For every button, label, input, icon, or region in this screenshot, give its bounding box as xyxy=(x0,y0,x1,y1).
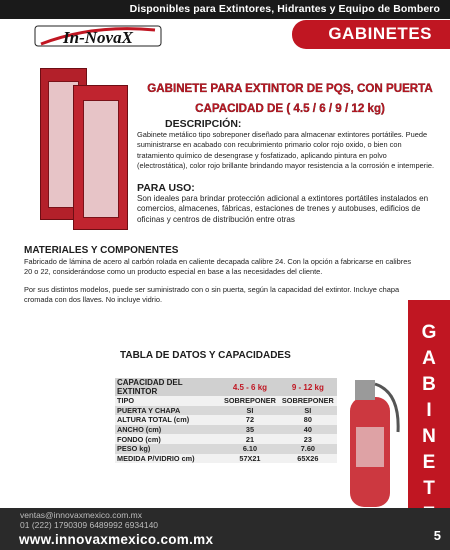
brand-logo xyxy=(33,20,163,50)
use-heading: PARA USO: xyxy=(137,182,195,194)
side-band-letter: A xyxy=(422,348,436,369)
side-band-letter: B xyxy=(422,374,436,395)
table-row xyxy=(115,406,337,416)
table-cell: 80 xyxy=(279,415,337,425)
section-title: GABINETES xyxy=(328,24,432,43)
brand-name: In-NovaX xyxy=(63,28,133,47)
footer-phones: 01 (222) 1790309 6489992 6934140 xyxy=(20,520,159,530)
table-row xyxy=(115,454,337,464)
materials-para-1: Fabricado de lámina de acero al carbón rolada en caliente decapada calibre 24. Con la opción a fabricarse en calibres 20 o 22, considerándose como un producto especial en base a las necesidades del cliente. xyxy=(24,257,412,277)
capacity-table xyxy=(115,378,337,463)
side-band-letter: E xyxy=(422,452,436,473)
table-cell: ANCHO (cm) xyxy=(115,425,221,435)
use-text: Son ideales para brindar protección adicional a extintores portátiles instalados en comercios, almacenes, fábricas, estaciones de trenes y autobuses, edificios de oficinas y centros de distribución entre otras xyxy=(137,194,429,224)
extinguisher-image xyxy=(330,372,410,507)
table-cell: PUERTA Y CHAPA xyxy=(115,406,221,416)
side-band-letter: G xyxy=(421,322,437,343)
materials-heading: MATERIALES Y COMPONENTES xyxy=(24,245,179,256)
table-cell: 23 xyxy=(279,434,337,444)
table-row xyxy=(115,396,337,406)
table-cell: MEDIDA P/VIDRIO cm) xyxy=(115,454,221,464)
table-header-cell: 4.5 - 6 kg xyxy=(221,378,279,396)
materials-para-2: Por sus distintos modelos, puede ser suministrado con o sin puerta, según la capacidad del extintor. Incluye chapa cromada con dos llaves. No incluye vidrio. xyxy=(24,285,400,305)
table-row xyxy=(115,434,337,444)
product-title-line1: GABINETE PARA EXTINTOR DE PQS, CON PUERTA xyxy=(147,82,433,95)
footer-contact xyxy=(20,510,158,530)
description-text: Gabinete metálico tipo sobreponer diseñado para almacenar extintores portátiles. Puede suministrarse en acabado con recubrimiento primario color rojo oxido, o bien con tratamiento químico de desengrase y fosfatizado, aplicando pintura en polvo (electrostática), color rojo brillante brindando mayor resistencia a la corrosión e intemperie. xyxy=(137,130,434,171)
table-header-cell: CAPACIDAD DEL EXTINTOR xyxy=(115,378,221,396)
table-cell: 65X26 xyxy=(279,454,337,464)
table-cell: SI xyxy=(279,406,337,416)
table-cell: 7.60 xyxy=(279,444,337,454)
table-cell: ALTURA TOTAL (cm) xyxy=(115,415,221,425)
table-cell: SOBREPONER xyxy=(279,396,337,406)
table-cell: PESO kg) xyxy=(115,444,221,454)
cabinet-image-front xyxy=(73,85,128,230)
side-band-letter: N xyxy=(422,426,436,447)
tagline: Disponibles para Extintores, Hidrantes y Equipo de Bombero xyxy=(129,3,440,15)
table-header-row xyxy=(115,378,337,396)
table-cell: 35 xyxy=(221,425,279,435)
table-heading: TABLA DE DATOS Y CAPACIDADES xyxy=(120,350,291,361)
table-row xyxy=(115,425,337,435)
table-cell: TIPO xyxy=(115,396,221,406)
table-row xyxy=(115,415,337,425)
footer-email: ventas@innovaxmexico.com.mx xyxy=(20,510,143,520)
product-title-line2: CAPACIDAD DE ( 4.5 / 6 / 9 / 12 kg) xyxy=(195,102,385,115)
product-title xyxy=(145,79,435,119)
table-cell: 40 xyxy=(279,425,337,435)
table-cell: FONDO (cm) xyxy=(115,434,221,444)
description-heading: DESCRIPCIÓN: xyxy=(165,118,242,130)
table-header-cell: 9 - 12 kg xyxy=(279,378,337,396)
side-band-letter: T xyxy=(423,478,435,499)
side-band-letter: I xyxy=(426,400,432,421)
table-row xyxy=(115,444,337,454)
table-cell: 21 xyxy=(221,434,279,444)
footer-website: www.innovaxmexico.com.mx xyxy=(19,532,214,547)
table-cell: SOBREPONER xyxy=(221,396,279,406)
top-bar xyxy=(0,0,450,19)
section-banner xyxy=(292,20,450,49)
table-cell: SI xyxy=(221,406,279,416)
table-cell: 57X21 xyxy=(221,454,279,464)
table-cell: 72 xyxy=(221,415,279,425)
table-cell: 6.10 xyxy=(221,444,279,454)
page-number: 5 xyxy=(433,528,441,543)
